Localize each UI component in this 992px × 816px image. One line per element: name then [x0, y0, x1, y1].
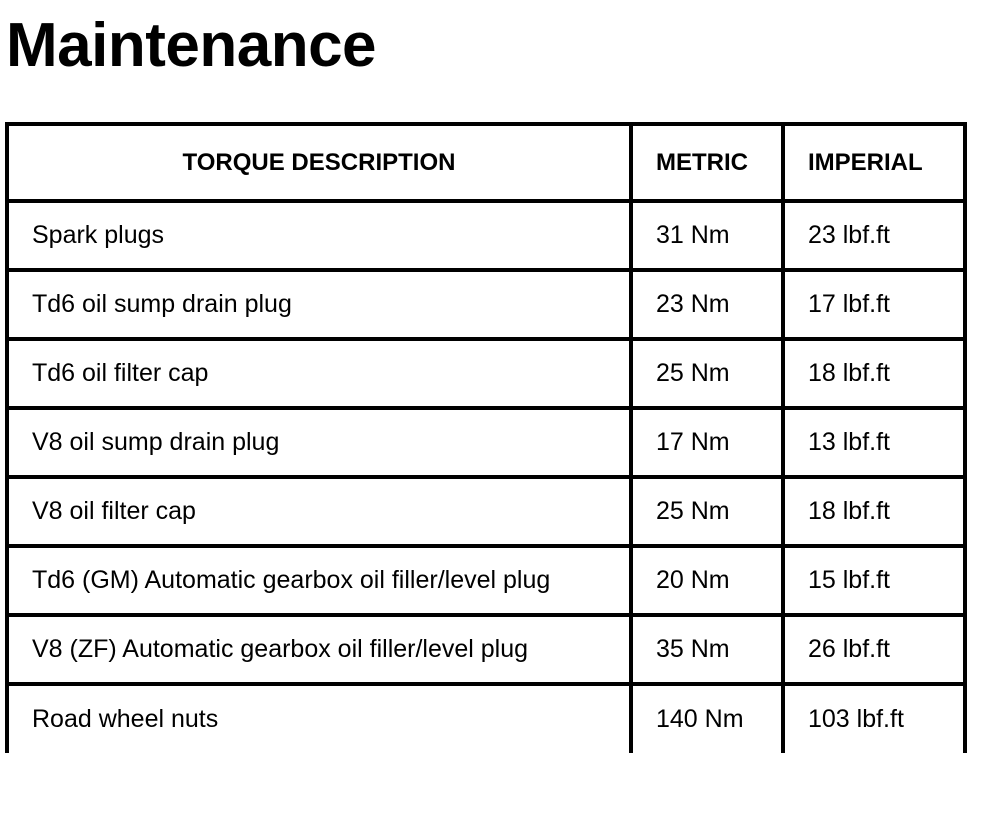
table-row [7, 270, 965, 339]
cell-imperial: 18 lbf.ft [783, 339, 965, 408]
cell-imperial: 18 lbf.ft [783, 477, 965, 546]
cell-metric: 17 Nm [631, 408, 783, 477]
header-torque-description: TORQUE DESCRIPTION [7, 124, 631, 201]
cell-description: V8 oil filter cap [7, 477, 631, 546]
cell-imperial: 23 lbf.ft [783, 201, 965, 270]
cell-imperial: 15 lbf.ft [783, 546, 965, 615]
page-title: Maintenance [6, 11, 377, 80]
cell-description: Td6 oil filter cap [7, 339, 631, 408]
header-metric: METRIC [631, 124, 783, 201]
torque-table [5, 122, 967, 753]
cell-metric: 31 Nm [631, 201, 783, 270]
cell-metric: 25 Nm [631, 339, 783, 408]
cell-metric: 23 Nm [631, 270, 783, 339]
table-header-row [7, 124, 965, 201]
cell-imperial: 17 lbf.ft [783, 270, 965, 339]
table-row [7, 546, 965, 615]
cell-description: V8 oil sump drain plug [7, 408, 631, 477]
cell-metric: 35 Nm [631, 615, 783, 684]
table-row [7, 684, 965, 753]
cell-description: Td6 oil sump drain plug [7, 270, 631, 339]
table-row [7, 201, 965, 270]
cell-metric: 140 Nm [631, 684, 783, 753]
cell-metric: 20 Nm [631, 546, 783, 615]
table-row [7, 615, 965, 684]
cell-description: Spark plugs [7, 201, 631, 270]
cell-metric: 25 Nm [631, 477, 783, 546]
table-row [7, 408, 965, 477]
cell-imperial: 103 lbf.ft [783, 684, 965, 753]
table-row [7, 477, 965, 546]
table-row [7, 339, 965, 408]
cell-description: V8 (ZF) Automatic gearbox oil filler/level plug [7, 615, 631, 684]
cell-imperial: 13 lbf.ft [783, 408, 965, 477]
cell-description: Road wheel nuts [7, 684, 631, 753]
header-imperial: IMPERIAL [783, 124, 965, 201]
cell-description: Td6 (GM) Automatic gearbox oil filler/level plug [7, 546, 631, 615]
cell-imperial: 26 lbf.ft [783, 615, 965, 684]
